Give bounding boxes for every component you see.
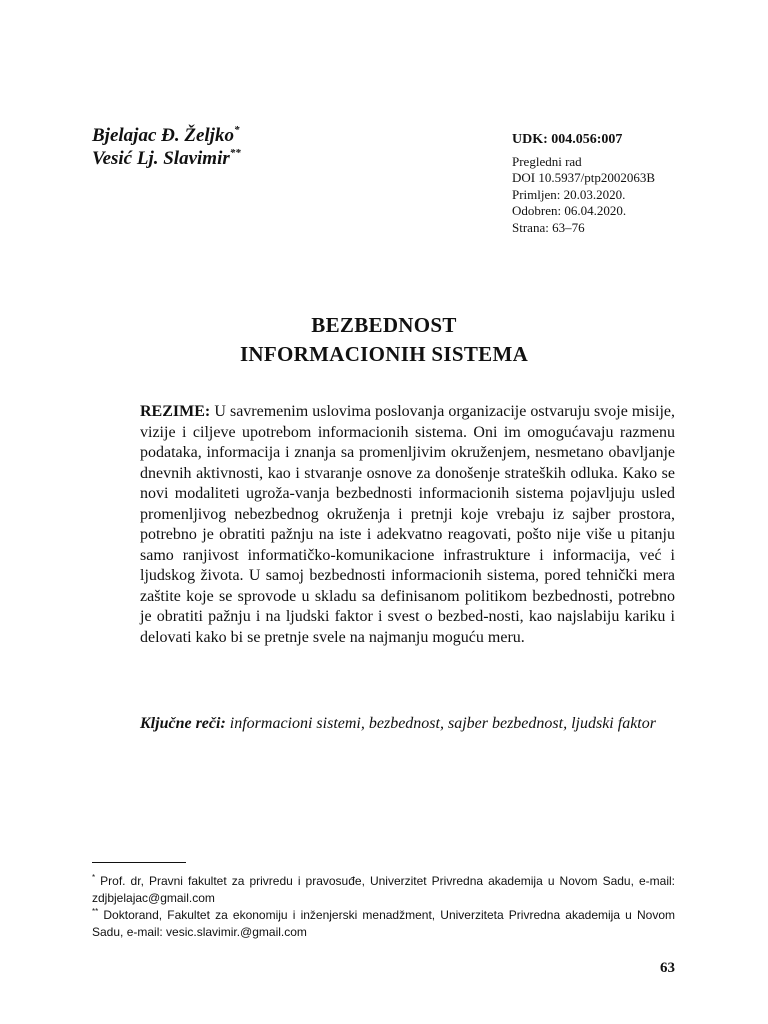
author-2-mark: ** — [229, 147, 241, 159]
title-line-1: BEZBEDNOST — [311, 313, 457, 337]
keywords-label: Ključne reči: — [140, 715, 226, 732]
abstract-text: U savremenim uslovima poslovanja organizacije ostvaruju svoje misije, vizije i ciljeve upotrebom informacionih sistema. Oni im omogućavaju razmenu podataka, informacija i znanja sa promenljivim okruženjem, nesmetano obavljanje dnevnih aktivnosti, kao i stvaranje osnove za donošenje strateških odluka. Kako se novi modaliteti ugroža-vanja bezbednosti informacionih sistema pojavljuju usled promenljivog nebezbednog okruženja i pretnji koje vrebaju iz sajber prostora, potrebno je obratiti pažnju na iste i adekvatno reagovati, pošto nije više u pitanju samo ranjivost informatičko-komunikacione infrastrukture i informacija, već i ljudskog života. U samoj bezbednosti informacionih sistema, pored tehnički mera zaštite koje se sprovode u skladu sa definisanom politikom bezbednosti, potrebno je obratiti pažnju i na ljudski faktor i svest o bezbed-nosti, kao najslabiju kariku i delovati kako bi se pretnje svele na najmanju moguću meru. — [140, 403, 676, 646]
author-1 — [92, 124, 241, 147]
author-2 — [92, 147, 241, 170]
received-date: Primljen: 20.03.2020. — [512, 186, 626, 202]
doi: DOI 10.5937/ptp2002063B — [512, 170, 655, 185]
author-2-name: Vesić Lj. Slavimir — [92, 148, 230, 169]
keywords — [140, 714, 675, 734]
footnotes — [92, 873, 675, 941]
article-metadata — [512, 132, 655, 236]
title-line-2: INFORMACIONIH SISTEMA — [239, 342, 529, 366]
abstract-label: REZIME: — [140, 403, 211, 420]
article-type: Pregledni rad — [512, 153, 582, 169]
author-1-name: Bjelajac Đ. Željko — [92, 125, 234, 146]
approved-date: Odobren: 06.04.2020. — [512, 203, 627, 218]
footnote-1-mark: * — [92, 873, 96, 882]
page-range: Strana: 63–76 — [512, 219, 585, 235]
abstract — [140, 402, 675, 648]
footnote-2-text: Doktorand, Fakultet za ekonomiju i inženjerski menadžment, Univerziteta Privredna akademija u Novom Sadu, e-mail: vesic.slavimir.@gmail.com — [92, 908, 675, 939]
keywords-text: informacioni sistemi, bezbednost, sajber bezbednost, ljudski faktor — [229, 715, 656, 732]
author-list — [92, 124, 241, 170]
paper-title — [0, 311, 768, 369]
page-number: 63 — [660, 960, 675, 976]
footnote-2 — [92, 907, 675, 941]
udk-code: UDK: 004.056:007 — [512, 132, 623, 147]
footnote-divider — [92, 862, 186, 863]
author-1-mark: * — [233, 124, 240, 136]
footnote-2-mark: ** — [92, 907, 99, 916]
footnote-1-text: Prof. dr, Pravni fakultet za privredu i pravosuđe, Univerzitet Privredna akademija u Novom Sadu, e-mail: zdjbjelajac@gmail.com — [92, 874, 675, 905]
footnote-1 — [92, 873, 675, 907]
